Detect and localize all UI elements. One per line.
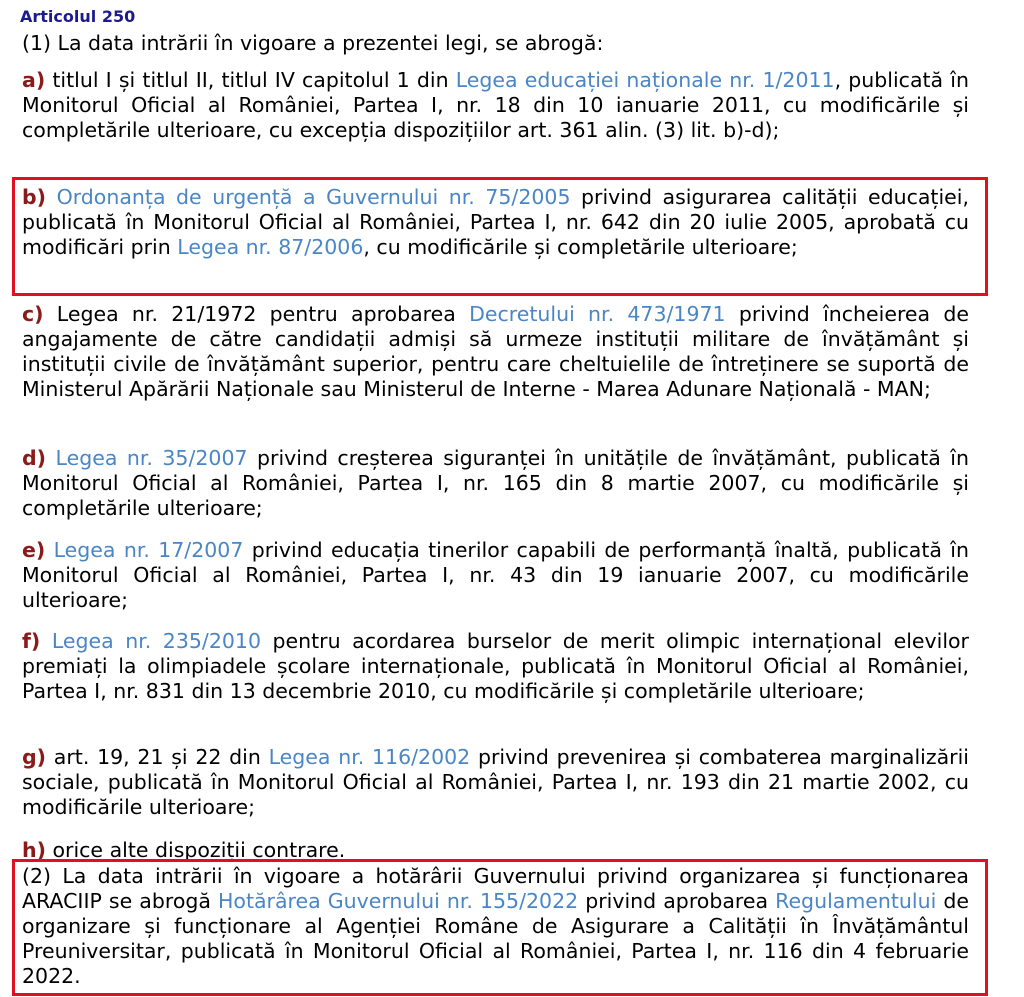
list-item-a (22, 68, 969, 143)
law-link[interactable]: Legea nr. 235/2010 (51, 629, 261, 653)
item-text: privind asigurarea calității educației, publicată în Monitorul Oficial al României, Partea I, nr. 642 din 20 iulie 2005, aprobată cu modificări prin (22, 185, 969, 259)
item-text: , cu modificările și completările ulterioare; (363, 235, 798, 259)
list-item-f (22, 629, 969, 704)
item-text: , publicată în Monitorul Oficial al României, Partea I, nr. 18 din 10 ianuarie 2011, cu modificările și completările ulterioare, cu excepția dispozițiilor art. 361 alin. (3) lit. b)-d); (22, 68, 969, 142)
list-item-e (22, 538, 969, 613)
item-letter: a) (22, 68, 46, 92)
highlight-box-item-b (12, 177, 988, 296)
item-letter: d) (22, 446, 47, 470)
paragraph-text: privind aprobarea (578, 889, 776, 913)
item-text: privind creșterea siguranței în unitățile de învățământ, publicată în Monitorul Oficial al României, Partea I, nr. 165 din 8 martie 2007, cu modificările și completările ulterioare; (22, 446, 969, 520)
law-link[interactable]: Legea nr. 17/2007 (53, 538, 244, 562)
list-item-d (22, 446, 969, 521)
law-link[interactable]: Legea nr. 116/2002 (268, 745, 471, 769)
item-text: privind educația tinerilor capabili de performanță înaltă, publicată în Monitorul Oficial al României, Partea I, nr. 43 din 19 ianuarie 2007, cu modificările ulterioare; (22, 538, 969, 612)
item-text: privind încheierea de angajamente de către candidații admiși să urmeze instituții militare de învățământ și instituții civile de învățământ superior, pentru care cheltuielile de întreținere se suportă de Ministerul Apărării Naționale sau Ministerul de Interne - Marea Adunare Națională - MAN; (22, 302, 969, 401)
law-link[interactable]: Legea educației naționale nr. 1/2011 (455, 68, 835, 92)
item-letter: f) (22, 629, 41, 653)
article-title: Articolul 250 (20, 7, 136, 26)
item-letter: c) (22, 302, 44, 326)
item-letter: b) (22, 185, 47, 209)
paragraph-text: de organizare și funcționare al Agenției Române de Asigurare a Calității în Învățământul Preuniversitar, publicată în Monitorul Oficial al României, Partea I, nr. 116 din 4 februarie 2022. (22, 889, 969, 988)
paragraph-text: (2) La data intrării în vigoare a hotărârii Guvernului privind organizarea și funcționarea ARACIIP se abrogă (22, 864, 969, 913)
item-text: orice alte dispoziții contrare. (52, 838, 346, 862)
item-text: pentru acordarea burselor de merit olimpic internațional elevilor premiați la olimpiadele școlare internaționale, publicată în Monitorul Oficial al României, Partea I, nr. 831 din 13 decembrie 2010, cu modificările și completările ulterioare; (22, 629, 969, 703)
item-letter: h) (22, 838, 46, 862)
regulation-link[interactable]: Regulamentului (775, 889, 937, 913)
law-link[interactable]: Legea nr. 35/2007 (55, 446, 248, 470)
item-text: art. 19, 21 și 22 din (53, 745, 261, 769)
highlight-box-paragraph-2 (12, 859, 988, 996)
item-letter: e) (22, 538, 46, 562)
list-item-c (22, 302, 969, 402)
item-letter: g) (22, 745, 47, 769)
item-text: titlul I și titlul II, titlul IV capitolul 1 din (52, 68, 449, 92)
law-link[interactable]: Hotărârea Guvernului nr. 155/2022 (217, 889, 579, 913)
item-text: Legea nr. 21/1972 pentru aprobarea (56, 302, 456, 326)
item-text: privind prevenirea și combaterea marginalizării sociale, publicată în Monitorul Oficial al României, Partea I, nr. 193 din 21 martie 2002, cu modificările ulterioare; (22, 745, 970, 819)
list-item-g (22, 745, 969, 820)
law-link[interactable]: Legea nr. 87/2006 (177, 235, 364, 259)
paragraph-1-intro: (1) La data intrării în vigoare a prezentei legi, se abrogă: (22, 31, 604, 55)
law-link[interactable]: Decretului nr. 473/1971 (469, 302, 726, 326)
law-link[interactable]: Ordonanța de urgență a Guvernului nr. 75/2005 (56, 185, 571, 209)
